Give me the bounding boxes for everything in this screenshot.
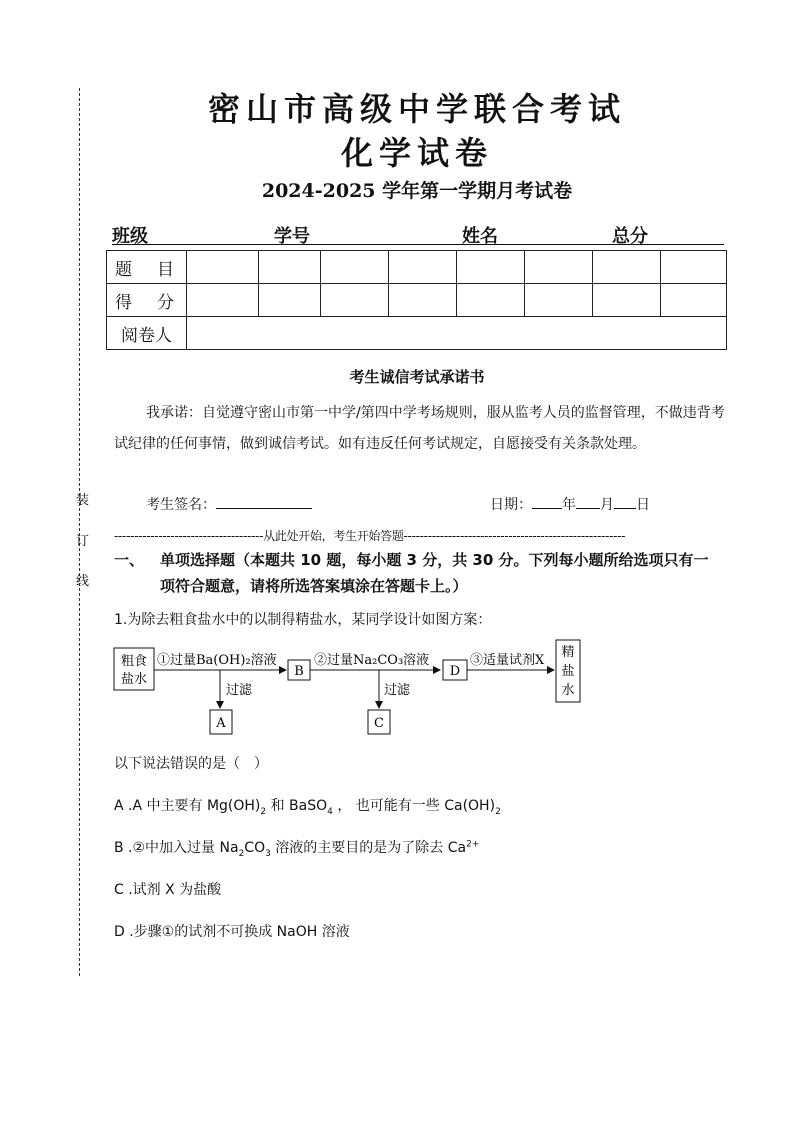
score-cell[interactable]	[259, 284, 321, 317]
score-cell[interactable]	[187, 251, 259, 284]
subject-title: 化学试卷	[340, 134, 493, 172]
score-cell[interactable]	[259, 251, 321, 284]
start-line-dashes-left: -------------------------------------	[114, 529, 264, 543]
step-2-label: ②过量Na₂CO₃溶液	[314, 653, 430, 668]
grader-row-label: 阅卷人	[107, 317, 187, 350]
student-number-label: 学号	[274, 226, 310, 247]
option-a-text: 和 BaSO	[266, 798, 328, 814]
box-c-label: C	[374, 716, 384, 731]
section-number: 一、	[114, 551, 145, 569]
class-label: 班级	[112, 226, 148, 247]
option-a-text: ， 也可能有一些 Ca(OH)	[332, 798, 496, 814]
binding-char-zhuang: 装	[76, 493, 90, 508]
option-b-sup: 2+	[466, 839, 480, 850]
score-cell[interactable]	[593, 284, 661, 317]
score-cell[interactable]	[661, 251, 727, 284]
table-row	[107, 317, 727, 350]
signature-field	[146, 494, 312, 514]
score-cell[interactable]	[525, 251, 593, 284]
box-d-label: D	[449, 664, 461, 679]
score-row-label: 得 分	[107, 284, 187, 317]
student-info-row	[112, 224, 724, 245]
option-b-sub: 2	[238, 848, 245, 859]
question-row-label: 题 目	[107, 251, 187, 284]
option-d[interactable]: D .步骤①的试剂不可换成 NaOH 溶液	[114, 924, 350, 940]
section-one-heading	[114, 547, 734, 599]
exam-subtitle: 2024-2025 学年第一学期月考试卷	[261, 180, 573, 202]
score-cell[interactable]	[525, 284, 593, 317]
binding-char-xian: 线	[76, 574, 90, 589]
question-1-stem: 1.为除去粗食盐水中的以制得精盐水，某同学设计如图方案：	[114, 612, 492, 628]
refined-brine-label-1: 精	[561, 645, 575, 660]
filter-1-label: 过滤	[226, 683, 253, 698]
filter-2-label: 过滤	[384, 683, 411, 698]
date-label: 日期：	[490, 497, 532, 513]
option-b-text: B .②中加入过量 Na	[114, 840, 239, 856]
score-cell[interactable]	[661, 284, 727, 317]
question-1-ask: 以下说法错误的是（ ）	[114, 756, 268, 772]
section-title-line1: 单项选择题（本题共 10 题，每小题 3 分，共 30 分。下列每小题所给选项只有一	[160, 551, 709, 569]
signature-blank[interactable]	[216, 494, 312, 509]
grader-cell[interactable]	[187, 317, 727, 350]
section-title-line2: 项符合题意，请将所选答案填涂在答题卡上。）	[160, 577, 468, 595]
score-cell[interactable]	[187, 284, 259, 317]
step-1-label: ①过量Ba(OH)₂溶液	[157, 653, 277, 668]
total-score-label: 总分	[612, 226, 648, 247]
pledge-title: 考生诚信考试承诺书	[349, 368, 485, 386]
score-cell[interactable]	[321, 251, 389, 284]
score-cell[interactable]	[389, 284, 457, 317]
option-b[interactable]	[114, 837, 479, 859]
year-blank[interactable]	[532, 494, 562, 509]
start-line-dashes-right: -------------------------------------------------------	[403, 529, 626, 543]
crude-brine-label-2: 盐水	[120, 672, 148, 687]
day-blank[interactable]	[614, 494, 636, 509]
crude-brine-label-1: 粗食	[120, 654, 148, 669]
box-b-label: B	[294, 664, 304, 679]
option-b-text: CO	[244, 840, 266, 856]
score-cell[interactable]	[457, 284, 525, 317]
table-row	[107, 284, 727, 317]
purification-flow-diagram	[112, 638, 592, 740]
binding-char-ding: 订	[76, 534, 90, 549]
step-3-label: ③适量试剂X	[470, 653, 545, 668]
score-cell[interactable]	[321, 284, 389, 317]
option-a-sub: 2	[495, 806, 501, 817]
refined-brine-label-3: 水	[561, 683, 575, 698]
option-b-sub: 3	[265, 848, 271, 859]
day-label: 日	[636, 497, 650, 513]
date-field	[490, 494, 650, 514]
exam-title: 密山市高级中学联合考试	[207, 90, 626, 128]
score-cell[interactable]	[457, 251, 525, 284]
option-a-sub: 2	[260, 806, 267, 817]
table-row	[107, 251, 727, 284]
option-a-sub: 4	[327, 806, 333, 817]
name-label: 姓名	[462, 226, 498, 247]
option-a-text: A .A 中主要有 Mg(OH)	[114, 798, 261, 814]
pledge-body: 我承诺：自觉遵守密山市第一中学/第四中学考场规则，服从监考人员的监督管理，不做违背考试纪律的任何事情，做到诚信考试。如有违反任何考试规定，自愿接受有关条款处理。	[114, 405, 725, 452]
refined-brine-label-2: 盐	[561, 664, 575, 679]
score-cell[interactable]	[389, 251, 457, 284]
option-c[interactable]: C .试剂 X 为盐酸	[114, 882, 222, 898]
box-a-label: A	[216, 716, 226, 731]
score-table	[106, 250, 727, 350]
month-label: 月	[600, 497, 614, 513]
month-blank[interactable]	[576, 494, 600, 509]
option-a[interactable]	[114, 795, 501, 817]
year-label: 年	[562, 497, 576, 513]
answer-start-line	[114, 527, 625, 544]
option-b-text: 溶液的主要目的是为了除去 Ca	[270, 840, 467, 856]
score-cell[interactable]	[593, 251, 661, 284]
start-line-text: 从此处开始，考生开始答题	[263, 529, 404, 543]
signature-label: 考生签名：	[146, 497, 216, 513]
